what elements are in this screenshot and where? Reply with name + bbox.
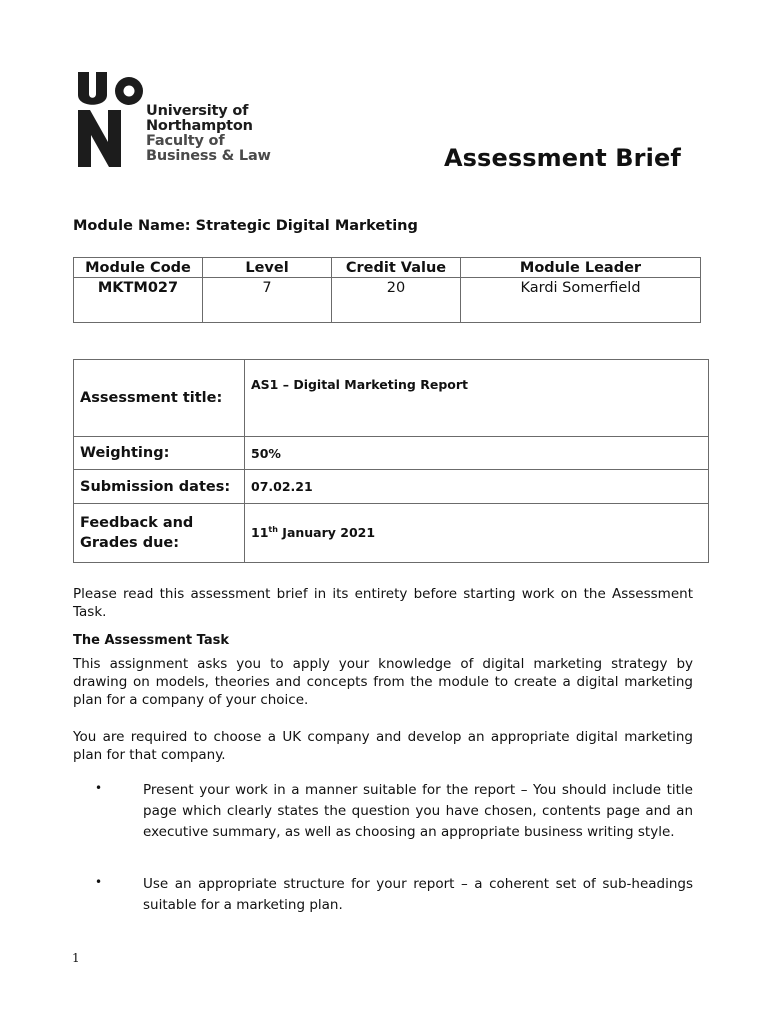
module-table-header-row [74, 258, 701, 278]
bullet-marker: • [95, 781, 103, 795]
level-cell: 7 [203, 278, 332, 323]
feedback-due-label [74, 504, 245, 563]
module-table-row [74, 278, 701, 323]
logo-line-northampton: Northampton [146, 118, 253, 134]
submission-dates-label: Submission dates: [74, 470, 245, 504]
feedback-month-year: January 2021 [277, 525, 376, 541]
assessment-title-row [74, 360, 709, 437]
credit-value-cell: 20 [332, 278, 461, 323]
weighting-label: Weighting: [74, 437, 245, 470]
module-leader-header: Module Leader [461, 258, 701, 278]
feedback-day-suffix: th [268, 525, 278, 535]
feedback-label-line-1: Feedback and [80, 515, 194, 531]
bullet-item-2: Use an appropriate structure for your report – a coherent set of sub-headings suitable for a marketing plan. [143, 876, 693, 913]
logo-wordmark [146, 104, 271, 164]
assessment-task-heading: The Assessment Task [73, 633, 229, 648]
assessment-title-label: Assessment title: [74, 360, 245, 437]
feedback-due-row [74, 504, 709, 563]
module-code-header: Module Code [74, 258, 203, 278]
submission-dates-value: 07.02.21 [245, 470, 709, 504]
logo-letter-u [78, 72, 107, 105]
task-paragraph-1: This assignment asks you to apply your knowledge of digital marketing strategy by drawing on models, theories and concepts from the module to create a digital marketing plan for a company of your choice. [73, 656, 693, 708]
weighting-row [74, 437, 709, 470]
bullet-marker: • [95, 875, 103, 889]
module-name-heading: Module Name: Strategic Digital Marketing [73, 218, 418, 234]
assessment-details-table [73, 359, 709, 563]
intro-paragraph: Please read this assessment brief in its entirety before starting work on the Assessment Task. [73, 586, 693, 620]
task-paragraph-2: You are required to choose a UK company and develop an appropriate digital marketing plan for that company. [73, 729, 693, 763]
feedback-label-line-2: Grades due: [80, 535, 180, 551]
feedback-day: 11 [251, 525, 269, 541]
assessment-title-value: AS1 – Digital Marketing Report [245, 360, 709, 437]
module-info-table [73, 257, 701, 323]
logo-line-faculty: Faculty of [146, 133, 225, 149]
logo-line-university: University of [146, 103, 249, 119]
weighting-value: 50% [245, 437, 709, 470]
submission-dates-row [74, 470, 709, 504]
module-code-cell: MKTM027 [74, 278, 203, 323]
level-header: Level [203, 258, 332, 278]
bullet-item-1: Present your work in a manner suitable for the report – You should include title page which clearly states the question you have chosen, contents page and an executive summary, as well as choosing an appropriate business writing style. [143, 782, 693, 840]
logo-letter-n [78, 110, 121, 167]
page-number: 1 [72, 951, 80, 965]
feedback-due-value [245, 504, 709, 563]
logo-line-business-law: Business & Law [146, 148, 271, 164]
page-title: Assessment Brief [444, 144, 681, 172]
credit-value-header: Credit Value [332, 258, 461, 278]
module-leader-cell: Kardi Somerfield [461, 278, 701, 323]
